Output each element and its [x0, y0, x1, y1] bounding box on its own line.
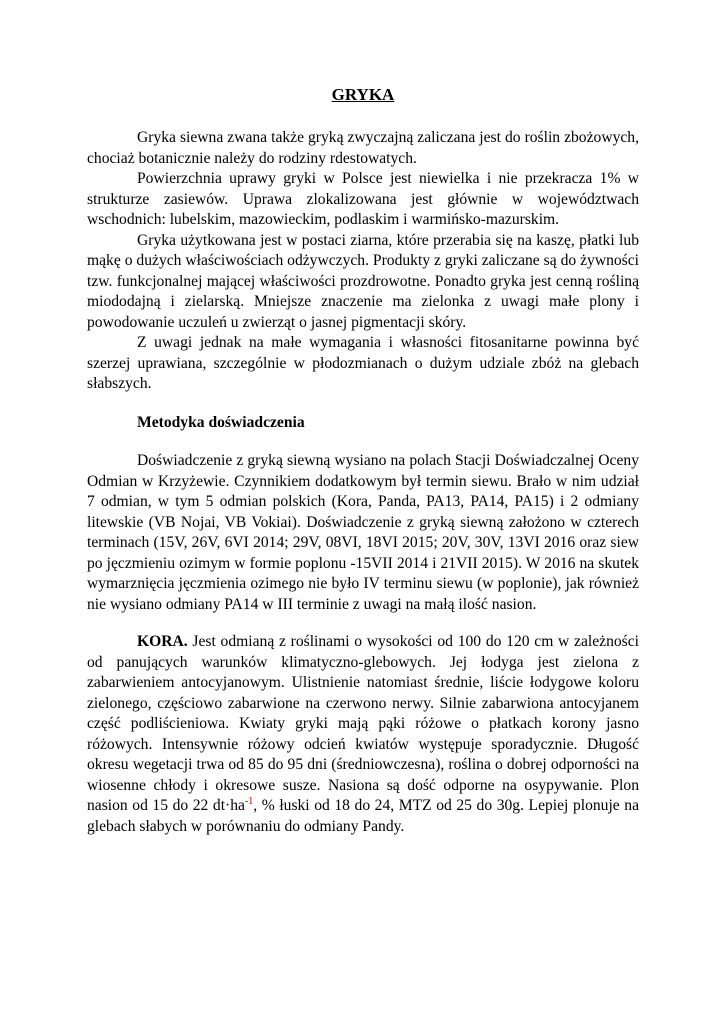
intro-paragraph-4: Z uwagi jednak na małe wymagania i własności fitosanitarne powinna być szerzej uprawiana, szczególnie w płodozmianach o dużym udziale zbóż na glebach słabszych. — [87, 334, 639, 392]
intro-paragraph-2: Powierzchnia uprawy gryki w Polsce jest niewielka i nie przekracza 1% w strukturze zasiewów. Uprawa zlokalizowana jest głównie w województwach wschodnich: lubelskim, mazowieckim, podlaskim i warmińsko-mazurskim. — [87, 170, 639, 228]
intro-paragraph-3: Gryka użytkowana jest w postaci ziarna, które przerabia się na kaszę, płatki lub mąkę o dużych właściwościach odżywczych. Produkty z gryki zaliczane są do żywności tzw. funkcjonalnej mającej właściwości prozdrowotne. Ponadto gryka jest cenną rośliną miododajną i zielarską. Mniejsze znaczenie ma zielonka z uwagi małe plony i powodowanie uczuleń u zwierząt o jasnej pigmentacji skóry. — [87, 231, 639, 331]
page-title: GRYKA — [331, 85, 395, 104]
section-heading: Metodyka doświadczenia — [137, 413, 305, 431]
unit-superscript: -1 — [244, 795, 254, 807]
document-body — [87, 84, 639, 837]
kora-paragraph — [87, 632, 639, 837]
intro-paragraph-1: Gryka siewna zwana także gryką zwyczajną zaliczana jest do roślin zbożowych, chociaż botanicznie należy do rodziny rdestowatych. — [87, 129, 639, 167]
method-paragraph: Doświadczenie z gryką siewną wysiano na polach Stacji Doświadczalnej Oceny Odmian w Krzyżewie. Czynnikiem dodatkowym był termin siewu. Brało w nim udział 7 odmian, w tym 5 odmian polskich (Kora, Panda, PA13, PA14, PA15) i 2 odmiany litewskie (VB Nojai, VB Vokiai). Doświadczenie z gryką siewną założono w czterech terminach (15V, 26V, 6VI 2014; 29V, 08VI, 18VI 2015; 20V, 30V, 13VI 2016 oraz siew po jęczmieniu ozimym w formie poplonu -15VII 2014 i 21VII 2015). W 2016 na skutek wymarznięcia jęczmienia ozimego nie było IV terminu siewu (w poplonie), jak również nie wysiano odmiany PA14 w III terminie z uwagi na małą ilość nasion. — [87, 452, 639, 613]
kora-text: Jest odmianą z roślinami o wysokości od 100 do 120 cm w zależności od panujących warunków klimatyczno-glebowych. Jej łodyga jest zielona z zabarwieniem antocyjanowym. Ulistnienie natomiast średnie, liście łodygowe koloru zielonego, częściowo zabarwione na czerwono nerwy. Silnie zabarwiona antocyjanem część podliścieniowa. Kwiaty gryki mają pąki różowe o płatkach korony jasno różowych. Intensywnie różowy odcień kwiatów występuje sporadycznie. Długość okresu wegetacji trwa od 85 do 95 dni (średniowczesna), roślina o dobrej odporności na wiosenne chłody i okresowe susze. Nasiona są dość odporne na osypywanie. Plon nasion od 15 do 22 dt·ha — [87, 633, 639, 814]
variety-name: KORA. — [137, 633, 188, 650]
kora-text-end: , % łuski od 18 do 24, MTZ od 25 do 30g. Lepiej plonuje na glebach słabych w porównaniu do odmiany Pandy. — [87, 797, 639, 835]
spacer — [87, 615, 639, 632]
